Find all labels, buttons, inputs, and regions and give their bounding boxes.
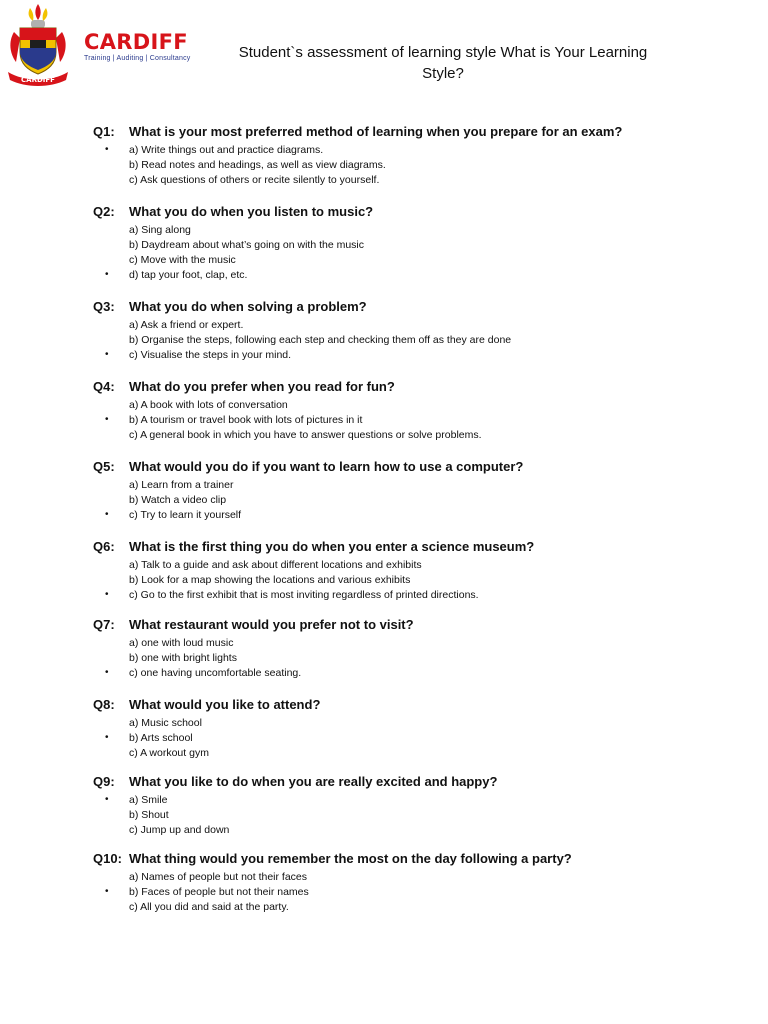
selected-answer-bullet-icon: • — [105, 886, 109, 897]
answer-option: c) Ask questions of others or recite silently to yourself. — [129, 174, 380, 186]
question-number: Q5: — [93, 459, 115, 474]
selected-answer-bullet-icon: • — [105, 269, 109, 280]
answer-option: b) Faces of people but not their names — [129, 886, 309, 898]
answer-option: a) Music school — [129, 717, 202, 729]
answer-option: c) one having uncomfortable seating. — [129, 667, 302, 679]
question-text: What you do when solving a problem? — [129, 299, 367, 314]
question-number: Q9: — [93, 774, 115, 789]
selected-answer-bullet-icon: • — [105, 794, 109, 805]
answer-option: b) Look for a map showing the locations and various exhibits — [129, 574, 411, 586]
question-number: Q7: — [93, 617, 115, 632]
selected-answer-bullet-icon: • — [105, 414, 109, 425]
question-number: Q1: — [93, 124, 115, 139]
question-number: Q3: — [93, 299, 115, 314]
question-number: Q8: — [93, 697, 115, 712]
selected-answer-bullet-icon: • — [105, 732, 109, 743]
document-title-line-2: Style? — [422, 65, 464, 82]
question-heading — [93, 379, 395, 395]
question-heading — [93, 851, 572, 867]
question-text: What you do when you listen to music? — [129, 204, 374, 219]
answer-option: a) Learn from a trainer — [129, 479, 234, 491]
document-header — [0, 0, 768, 110]
answer-option: c) Jump up and down — [129, 824, 230, 836]
question-heading — [93, 539, 534, 555]
question-text: What would you do if you want to learn how to use a computer? — [129, 459, 524, 474]
question-text: What restaurant would you prefer not to visit? — [129, 617, 414, 632]
answer-option: b) one with bright lights — [129, 652, 237, 664]
question-text: What do you prefer when you read for fun? — [129, 379, 395, 394]
question-heading — [93, 617, 414, 633]
answer-option: a) Write things out and practice diagrams. — [129, 144, 324, 156]
question-heading — [93, 124, 622, 140]
answer-option: b) Read notes and headings, as well as view diagrams. — [129, 159, 386, 171]
answer-option: b) A tourism or travel book with lots of pictures in it — [129, 414, 363, 426]
selected-answer-bullet-icon: • — [105, 589, 109, 600]
answer-option: c) A general book in which you have to answer questions or solve problems. — [129, 429, 482, 441]
question-number: Q4: — [93, 379, 115, 394]
answer-option: c) Visualise the steps in your mind. — [129, 349, 292, 361]
answer-option: a) one with loud music — [129, 637, 234, 649]
selected-answer-bullet-icon: • — [105, 144, 109, 155]
answer-option: b) Watch a video clip — [129, 494, 227, 506]
question-heading — [93, 459, 523, 475]
answer-option: c) All you did and said at the party. — [129, 901, 289, 913]
question-number: Q10: — [93, 851, 122, 866]
answer-option: b) Organise the steps, following each step and checking them off as they are done — [129, 334, 512, 346]
question-heading — [93, 774, 497, 790]
question-text: What would you like to attend? — [129, 697, 321, 712]
question-number: Q6: — [93, 539, 115, 554]
brand-name: CARDIFF — [84, 30, 188, 54]
brand-block — [84, 30, 190, 62]
answer-option: c) Try to learn it yourself — [129, 509, 242, 521]
answer-option: a) Sing along — [129, 224, 191, 236]
question-heading — [93, 697, 320, 713]
question-text: What is your most preferred method of learning when you prepare for an exam? — [129, 124, 623, 139]
brand-tagline: Training | Auditing | Consultancy — [84, 55, 191, 62]
question-text: What thing would you remember the most on the day following a party? — [129, 851, 572, 866]
answer-option: a) Names of people but not their faces — [129, 871, 308, 883]
answer-option: c) Move with the music — [129, 254, 236, 266]
question-text: What is the first thing you do when you enter a science museum? — [129, 539, 535, 554]
answer-option: a) Talk to a guide and ask about different locations and exhibits — [129, 559, 422, 571]
cardiff-crest-logo — [4, 2, 72, 88]
selected-answer-bullet-icon: • — [105, 667, 109, 678]
document-title — [214, 42, 672, 84]
answer-option: a) Smile — [129, 794, 168, 806]
question-text: What you like to do when you are really excited and happy? — [129, 774, 498, 789]
answer-option: b) Daydream about what’s going on with the music — [129, 239, 365, 251]
answer-option: a) A book with lots of conversation — [129, 399, 288, 411]
answer-option: c) A workout gym — [129, 747, 209, 759]
document-title-line-1: Student`s assessment of learning style What is Your Learning — [238, 44, 648, 61]
answer-option: c) Go to the first exhibit that is most inviting regardless of printed directions. — [129, 589, 479, 601]
answer-option: a) Ask a friend or expert. — [129, 319, 244, 331]
question-number: Q2: — [93, 204, 115, 219]
crest-ribbon-text: CARDIFF — [21, 76, 55, 84]
selected-answer-bullet-icon: • — [105, 509, 109, 520]
selected-answer-bullet-icon: • — [105, 349, 109, 360]
question-heading — [93, 299, 367, 315]
answer-option: b) Shout — [129, 809, 169, 821]
answer-option: b) Arts school — [129, 732, 193, 744]
question-heading — [93, 204, 373, 220]
answer-option: d) tap your foot, clap, etc. — [129, 269, 248, 281]
